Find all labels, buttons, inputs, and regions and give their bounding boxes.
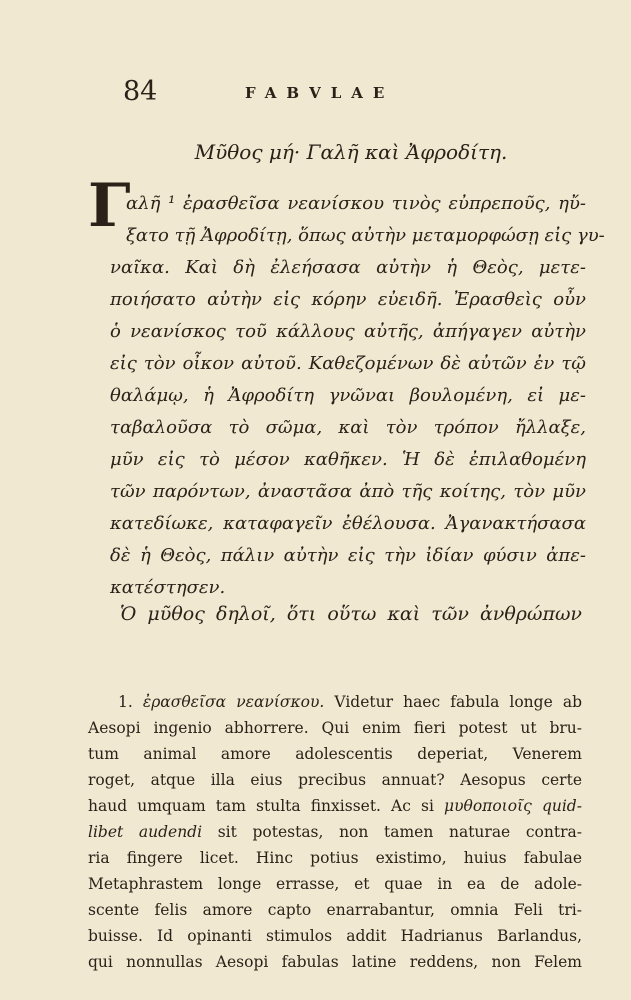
note-line: ria fingere licet. Hinc potius existimo, huius fabulae bbox=[88, 849, 582, 867]
note-line bbox=[88, 819, 582, 845]
note-line: roget, atque illa eius precibus annuat? Aesopus certe bbox=[88, 771, 582, 789]
greek-line: ταβαλοῦσα τὸ σῶμα, καὶ τὸν τρόπον ἤλλαξε, bbox=[110, 417, 586, 438]
note-text: Videtur haec fabula longe ab bbox=[334, 693, 582, 711]
greek-line: κατεδίωκε, καταφαγεῖν ἐθέλουσα. Ἀγανακτήσασα bbox=[110, 513, 586, 534]
note-line: Aesopi ingenio abhorrere. Qui enim fieri potest ut bru- bbox=[88, 719, 582, 737]
note-line: tum animal amore adolescentis deperiat, Venerem bbox=[88, 745, 582, 763]
greek-line: εἰς τὸν οἶκον αὐτοῦ. Καθεζομένων δὲ αὐτῶν ἐν τῷ bbox=[110, 353, 586, 374]
greek-line: αλῆ ¹ ἐρασθεῖσα νεανίσκου τινὸς εὐπρεποῦς, ηὔ- bbox=[126, 193, 586, 214]
note-line: buisse. Id opinanti stimulos addit Hadrianus Barlandus, bbox=[88, 927, 582, 945]
fable-title: Μῦθος μή· Γαλῆ καὶ Ἀφροδίτη. bbox=[194, 140, 508, 164]
note-line: Metaphrastem longe errasse, et quae in ea de adole- bbox=[88, 875, 582, 893]
drop-cap: Γ bbox=[88, 171, 131, 241]
greek-line: δὲ ἡ Θεὸς, πάλιν αὐτὴν εἰς τὴν ἰδίαν φύσιν ἀπε- bbox=[110, 545, 586, 566]
greek-line: κατέστησεν. bbox=[110, 577, 226, 598]
note-text: haud umquam tam stulta finxisset. Ac si bbox=[88, 797, 434, 815]
greek-line: ναῖκα. Καὶ δὴ ἐλεήσασα αὐτὴν ἡ Θεὸς, μετε- bbox=[110, 257, 586, 278]
note-greek-lemma: ἐρασθεῖσα νεανίσκου. bbox=[142, 693, 325, 711]
greek-line: ξατο τῇ Ἀφροδίτῃ, ὅπως αὐτὴν μεταμορφώσῃ εἰς γυ- bbox=[126, 225, 605, 246]
page-header bbox=[120, 74, 580, 114]
note-line: scente felis amore capto enarrabantur, omnia Feli tri- bbox=[88, 901, 582, 919]
fable-moral: Ὁ μῦθος δηλοῖ, ὅτι οὕτω καὶ τῶν ἀνθρώπων bbox=[120, 603, 582, 625]
note-line bbox=[118, 689, 582, 715]
greek-line: ποιήσατο αὐτὴν εἰς κόρην εὐειδῆ. Ἐρασθεὶς οὖν bbox=[110, 289, 586, 310]
greek-line: θαλάμῳ, ἡ Ἀφροδίτη γνῶναι βουλομένη, εἰ με- bbox=[110, 385, 586, 406]
greek-line: τῶν παρόντων, ἀναστᾶσα ἀπὸ τῆς κοίτης, τὸν μῦν bbox=[110, 481, 586, 502]
note-greek-word: μυθοποιοῖς bbox=[444, 797, 532, 815]
note-text: sit potestas, non tamen naturae contra- bbox=[217, 823, 582, 841]
greek-line: μῦν εἰς τὸ μέσον καθῆκεν. Ἡ δὲ ἐπιλαθομένη bbox=[110, 449, 586, 470]
note-line bbox=[88, 793, 582, 819]
running-head: FABVLAE bbox=[245, 84, 395, 102]
note-italic-text: quid- bbox=[541, 797, 582, 815]
page-number: 84 bbox=[123, 76, 158, 107]
greek-line: ὁ νεανίσκος τοῦ κάλλους αὐτῆς, ἀπήγαγεν αὐτὴν bbox=[110, 321, 586, 342]
note-line: qui nonnullas Aesopi fabulas latine reddens, non Felem bbox=[88, 953, 582, 971]
note-italic-text: libet audendi bbox=[88, 823, 203, 841]
note-number: 1. bbox=[118, 693, 133, 711]
